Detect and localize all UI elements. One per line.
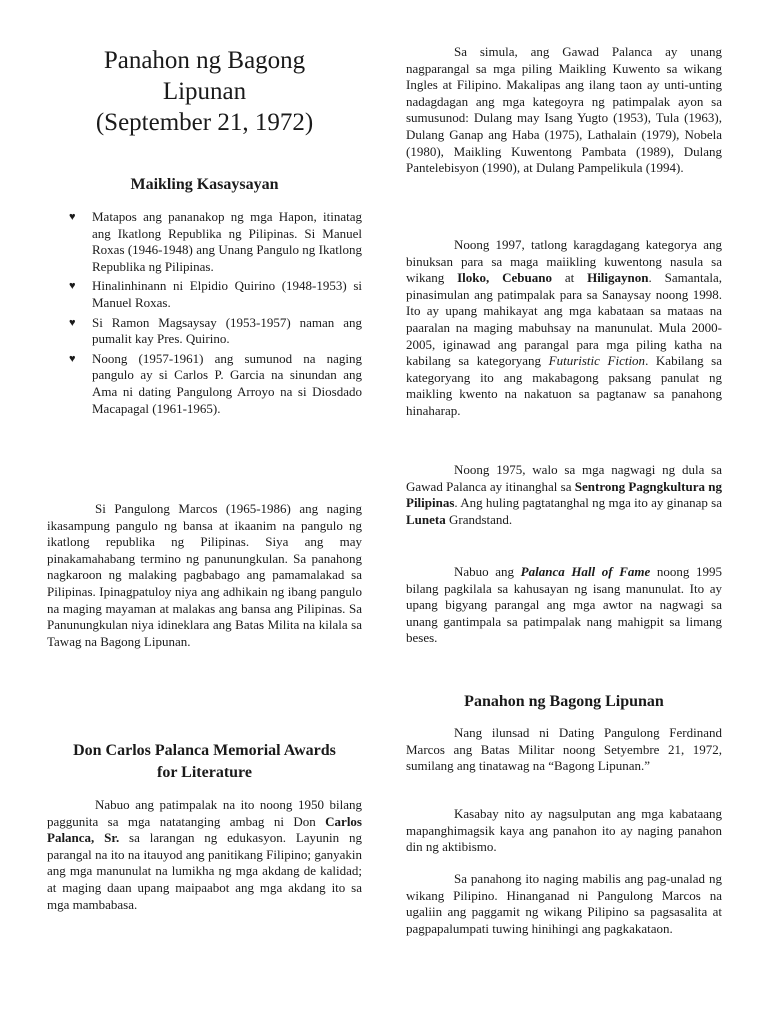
list-item-text: Matapos ang pananakop ng mga Hapon, itinatag ang Ikatlong Republika ng Pilipinas. Si Manuel Roxas (1946-1948) ang Unang Pangulo ng Ikatlong Republika ng Pilipinas.: [92, 209, 362, 274]
p4-text-1: Nabuo ang: [454, 564, 521, 579]
list-item: [47, 351, 362, 417]
wikang-pilipino-paragraph: [406, 871, 722, 937]
bagong-lipunan-heading: Panahon ng Bagong Lipunan: [464, 693, 664, 710]
list-item-text: Si Ramon Magsaysay (1953-1957) naman ang pumalit kay Pres. Quirino.: [92, 314, 362, 347]
palanca-hall-of-fame: Palanca Hall of Fame: [520, 564, 651, 579]
palanca-heading-line-2: for Literature: [157, 764, 252, 781]
batas-militar-paragraph: [406, 725, 722, 775]
heart-icon: ♥: [69, 316, 76, 329]
palanca-heading-line-1: Don Carlos Palanca Memorial Awards: [73, 742, 336, 759]
gawad-palanca-text: Sa simula, ang Gawad Palanca ay unang nagparangal sa mga piling Maikling Kuwento sa wikang Ingles at Filipino. Makalipas ang ilang taon ay unti-unting nadagdagan ang mga kategoyra ng patimpalak ayon sa sumusunod: Dulang may Isang Yugto (1953), Tula (1963), Dulang Ganap ang Haba (1975), Lathalain (1979), Nobela (1980), Maikling Kuwentong Pambata (1989), Dulang Pantelebisyon (1990), at Dulang Pampelikula (1994).: [406, 44, 722, 176]
p3-text-1: Noong 1975, walo sa mga nagwagi ng dula sa Gawad Palanca ay itinanghal sa: [406, 462, 722, 494]
carlos-palanca-name: Carlos Palanca, Sr.: [47, 813, 362, 846]
document-title: [47, 45, 362, 138]
p6-text: Kasabay nito ay nagsulputan ang mga kabataang mapanghimagsik kaya ang panahon ito ay naging panahon din ng aktibismo.: [406, 806, 722, 855]
p2-text-3: . Samantala, pinasimulan ang patimpalak para sa Sanaysay noong 1998. Ito ay upang mahikayat ang mga kabataan sa mataas na paaralan na maging mabuhsay na manunulat. Mula 2000-2005, iginawad ang parangal para mga piling katha na kabilang sa kategoryang: [406, 270, 722, 369]
hiligaynon: Hiligaynon: [587, 270, 649, 286]
noong-1975-paragraph: [406, 462, 722, 528]
title-line-3: (September 21, 1972): [95, 109, 314, 136]
p5-text: Nang ilunsad ni Dating Pangulong Ferdinand Marcos ang Batas Militar noong Setyembre 21, 1972, sumilang ang tinatawag na “Bagong Lipunan.”: [406, 725, 722, 774]
palanca-text-2: sa larangan ng edukasyon. Layunin ng parangal na ito na itauyod ang panitikang Filipino; ganyakin ang mga manunulat na lumikha ng mga akdang de kalidad; at maging daan upang maipaabot ang mga akdang ito sa mga mambabasa.: [47, 830, 362, 912]
list-item: [47, 315, 362, 348]
list-item-text: Noong (1957-1961) ang sumunod na naging pangulo ay si Carlos P. Garcia na sinundan ang Ama ni dating Pangulong Arroyo na si Diosdado Macapagal (1961-1965).: [92, 350, 362, 416]
list-item: [47, 209, 362, 275]
aktibismo-paragraph: [406, 806, 722, 856]
luneta: Luneta: [406, 511, 446, 527]
p7-text: Sa panahong ito naging mabilis ang pag-unalad ng wikang Pilipino. Hinanganad ni Pangulong Marcos na ugaliin ang paggamit ng wikang Pilipino sa pagsasalita at pagpapalumpati tuwing hinihingi ang pagkakataon.: [406, 871, 722, 936]
marcos-text: Si Pangulong Marcos (1965-1986) ang naging ikasampung pangulo ng bansa at ikaanim na pangulo ng ikatlong republika ng Pilipinas. Siya ang may pinakamahabang termino ng panunungkulan. Sa panahong nagkaroon ng malaking pagbabago ang pamamalakad sa Pilipinas. Ipinagpatuloy niya ang adhikain ng ibang pangulo na maging mayaman at malakas ang bansa ang Pilipinas. Sa Panunungkulan niya idineklara ang Batas Milita na kilala sa Tawag na Bagong Lipunan.: [47, 501, 362, 649]
sentrong-pangkultura: Sentrong Pagngkultura ng Pilipinas: [406, 478, 722, 511]
list-item-text: Hinalinhinann ni Elpidio Quirino (1948-1953) si Manuel Roxas.: [92, 278, 362, 310]
p3-text-2: . Ang huling pagtatanghal ng mga ito ay ginanap sa: [454, 495, 722, 511]
heart-icon: ♥: [69, 352, 76, 365]
p2-text-2: at: [551, 270, 588, 286]
iloko-cebuano: Iloko, Cebuano: [457, 270, 552, 286]
palanca-paragraph: [47, 797, 362, 913]
title-line-1: Panahon ng Bagong: [103, 47, 306, 74]
palanca-heading: [47, 740, 362, 784]
noong-1997-paragraph: [406, 237, 722, 420]
p4-text-2: noong 1995 bilang pagkilala sa kahusayan ng isang manunulat. Ito ay upang bigyang parangal ang mga awtor na nagwagi sa unang gantimpala sa patimpalak nang mahigpit sa limang beses.: [406, 564, 722, 646]
title-line-2: Lipunan: [162, 78, 247, 105]
p2-text-1: Noong 1997, tatlong karagdagang kategorya ang binuksan para sa maga maiikling kuwentong nasula sa wikang: [406, 237, 722, 286]
list-item: [47, 278, 362, 311]
futuristic-fiction: Futuristic Fiction: [548, 353, 646, 369]
hall-of-fame-paragraph: [406, 564, 722, 647]
kasaysayan-heading: Maikling Kasaysayan: [130, 176, 279, 193]
kasaysayan-list: [47, 209, 362, 420]
p3-text-3: Grandstand.: [445, 511, 513, 527]
marcos-paragraph: [47, 501, 362, 650]
heart-icon: ♥: [69, 280, 76, 293]
gawad-palanca-paragraph: [406, 44, 722, 177]
heart-icon: ♥: [69, 211, 76, 223]
p2-text-4: . Kabilang sa kategoryang ito ang makabagong paksang panulat ng maikling kwento na nakatuon sa pagtanaw sa panahong hinaharap.: [406, 353, 722, 418]
palanca-text-1: Nabuo ang patimpalak na ito noong 1950 bilang paggunita sa mga natatanging ambag ni Don: [47, 797, 362, 829]
